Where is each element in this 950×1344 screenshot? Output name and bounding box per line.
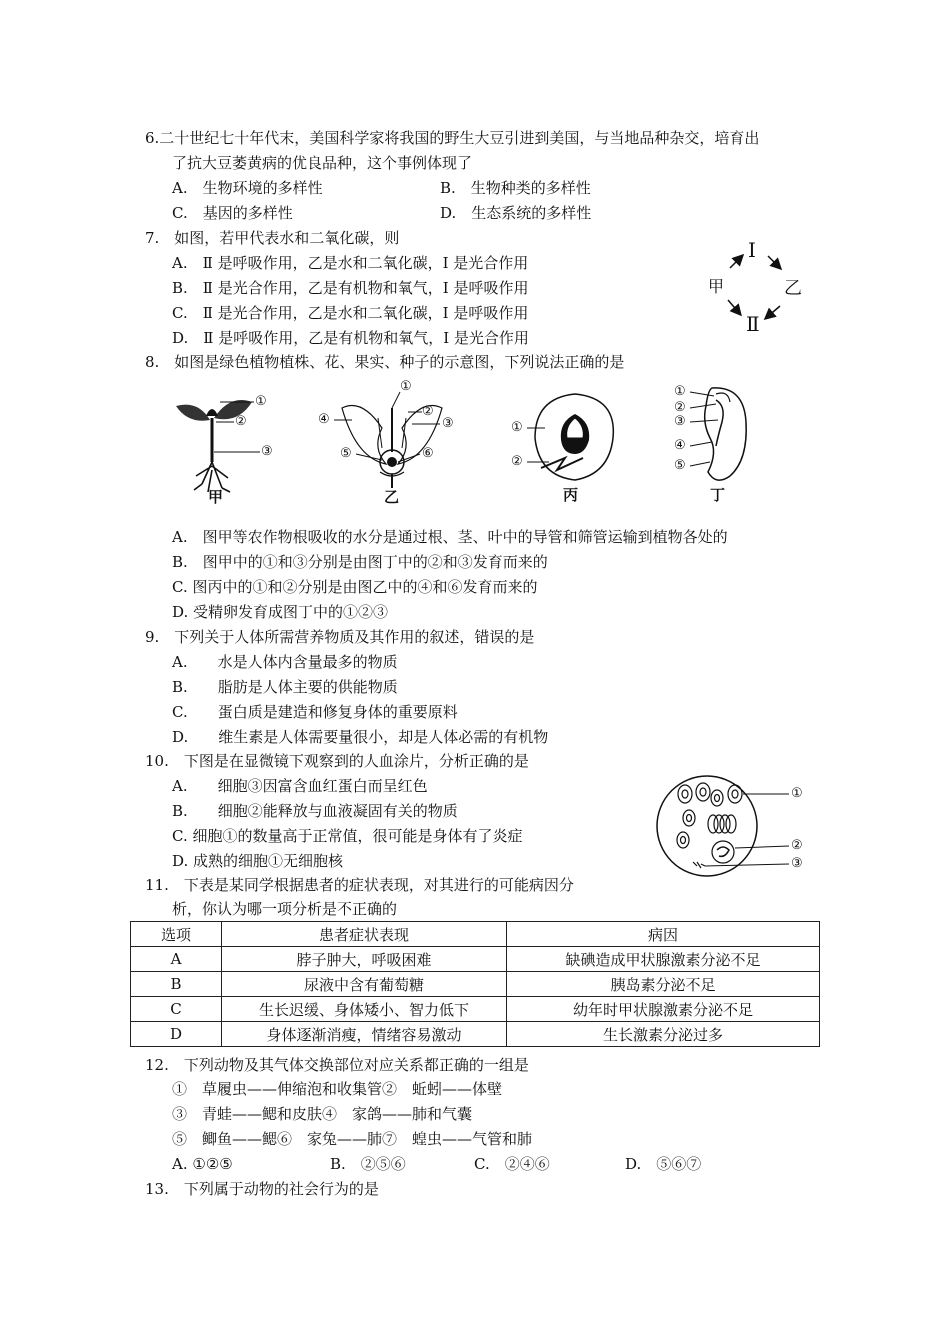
caption-jia: 甲 xyxy=(208,488,224,506)
q12-stem: 12. 下列动物及其气体交换部位对应关系都正确的一组是 xyxy=(145,1056,529,1074)
q10-stem: 10. 下图是在显微镜下观察到的人血涂片，分析正确的是 xyxy=(145,752,529,770)
ding-label-3: ③ xyxy=(674,414,686,429)
q8-option-b: B. 图甲中的①和③分别是由图丁中的②和③发育而来的 xyxy=(172,553,548,571)
caption-bing: 丙 xyxy=(563,486,579,504)
q6-stem-line1: 6.二十世纪七十年代末，美国科学家将我国的野生大豆引进到美国，与当地品种杂交，培育出 xyxy=(145,129,760,147)
petal-right xyxy=(398,406,442,465)
caption-yi: 乙 xyxy=(384,488,400,506)
arrow-yi-to-II xyxy=(766,306,780,318)
q12-option-c: C. ②④⑥ xyxy=(474,1155,550,1173)
jia-label-1: ① xyxy=(255,394,267,409)
yi-label-5: ⑤ xyxy=(340,446,352,461)
row-c-cause: 幼年时甲状腺激素分泌不足 xyxy=(507,997,820,1022)
plant-drawing xyxy=(168,380,288,505)
yi-label-6: ⑥ xyxy=(422,446,434,461)
caption-ding: 丁 xyxy=(710,486,726,504)
leaf-left xyxy=(176,405,210,421)
ding-label-1: ① xyxy=(674,384,686,399)
stamen-r xyxy=(402,418,406,448)
ptr-d1 xyxy=(690,392,714,396)
q11-table xyxy=(130,921,820,1047)
arrow-I-to-yi xyxy=(768,256,780,268)
row-a-cause: 缺碘造成甲状腺激素分泌不足 xyxy=(507,947,820,972)
row-b-option: B xyxy=(131,972,222,997)
row-d-symptom: 身体逐渐消瘦，情绪容易激动 xyxy=(222,1022,507,1047)
q8-figure-ding xyxy=(672,382,762,506)
q8-stem: 8. 如图是绿色植物植株、花、果实、种子的示意图，下列说法正确的是 xyxy=(145,353,625,371)
q6-option-d: D. 生态系统的多样性 xyxy=(440,204,592,222)
row-c-symptom: 生长迟缓、身体矮小、智力低下 xyxy=(222,997,507,1022)
header-symptom: 患者症状表现 xyxy=(222,922,507,947)
q7-option-b: B. Ⅱ 是光合作用，乙是有机物和氧气，Ⅰ 是呼吸作用 xyxy=(172,279,529,297)
q7-option-d: D. Ⅱ 是呼吸作用，乙是有机物和氧气，Ⅰ 是光合作用 xyxy=(172,329,529,347)
table-row xyxy=(131,997,820,1022)
row-a-symptom: 脖子肿大，呼吸困难 xyxy=(222,947,507,972)
yi-label-4: ④ xyxy=(318,412,330,427)
seed-coat xyxy=(705,388,747,480)
q6-stem-line2: 了抗大豆萎黄病的优良品种，这个事例体现了 xyxy=(172,154,473,172)
q6-option-c: C. 基因的多样性 xyxy=(172,204,293,222)
q11-stem-line2: 析，你认为哪一项分析是不正确的 xyxy=(172,900,398,918)
q8-option-a: A. 图甲等农作物根吸收的水分是通过根、茎、叶中的导管和筛管运输到植物各处的 xyxy=(172,528,728,546)
bing-label-2: ② xyxy=(511,454,523,469)
ptr-c2 xyxy=(735,846,789,848)
q7-option-c: C. Ⅱ 是光合作用，乙是水和二氧化碳，Ⅰ 是呼吸作用 xyxy=(172,304,529,322)
q12-item-line2: ③ 青蛙——鳃和皮肤④ 家鸽——肺和气囊 xyxy=(172,1105,473,1123)
q7-cycle-diagram xyxy=(700,238,810,338)
table-row xyxy=(131,947,820,972)
q6-option-a: A. 生物环境的多样性 xyxy=(172,179,323,197)
q10-option-a: A. 细胞③因富含血红蛋白而呈红色 xyxy=(172,777,428,795)
table-row xyxy=(131,1022,820,1047)
ptr-d3 xyxy=(690,420,718,422)
yi-label-1: ① xyxy=(400,379,412,394)
row-a-option: A xyxy=(131,947,222,972)
q8-option-d: D. 受精卵发育成图丁中的①②③ xyxy=(172,603,389,621)
q10-option-d: D. 成熟的细胞①无细胞核 xyxy=(172,852,344,870)
blood-label-1: ① xyxy=(791,786,803,801)
ptr-c3 xyxy=(705,864,789,866)
q9-option-d: D. 维生素是人体需要量很小，却是人体必需的有机物 xyxy=(172,728,549,746)
q10-option-b: B. 细胞②能释放与血液凝固有关的物质 xyxy=(172,802,458,820)
ptr-d4 xyxy=(690,442,712,446)
q10-option-c: C. 细胞①的数量高于正常值，很可能是身体有了炎症 xyxy=(172,827,523,845)
jia-label-2: ② xyxy=(235,414,247,429)
q8-figure-jia xyxy=(168,380,288,505)
table-header-row xyxy=(131,922,820,947)
ptr-d5 xyxy=(690,462,710,466)
q9-option-c: C. 蛋白质是建造和修复身体的重要原料 xyxy=(172,703,458,721)
q9-option-a: A. 水是人体内含量最多的物质 xyxy=(172,653,398,671)
arrow-jia-to-II xyxy=(728,300,740,314)
bud xyxy=(206,409,218,416)
arrow-jia-to-I xyxy=(730,256,742,268)
wbc-nucleus xyxy=(717,847,729,856)
q7-option-a: A. Ⅱ 是呼吸作用，乙是水和二氧化碳，Ⅰ 是光合作用 xyxy=(172,254,529,272)
ding-label-5: ⑤ xyxy=(674,458,686,473)
yi-label-2: ② xyxy=(422,404,434,419)
q13-stem: 13. 下列属于动物的社会行为的是 xyxy=(145,1180,379,1198)
ding-label-4: ④ xyxy=(674,438,686,453)
q12-item-line1: ① 草履虫——伸缩泡和收集管② 蚯蚓——体壁 xyxy=(172,1080,503,1098)
q9-stem: 9. 下列关于人体所需营养物质及其作用的叙述，错误的是 xyxy=(145,628,535,646)
q9-option-b: B. 脂肪是人体主要的供能物质 xyxy=(172,678,398,696)
ptr-1 xyxy=(392,392,400,408)
row-d-cause: 生长激素分泌过多 xyxy=(507,1022,820,1047)
q7-label-yi: 乙 xyxy=(784,278,802,299)
row-b-symptom: 尿液中含有葡萄糖 xyxy=(222,972,507,997)
q12-option-b: B. ②⑤⑥ xyxy=(330,1155,406,1173)
bing-label-1: ① xyxy=(511,420,523,435)
header-cause: 病因 xyxy=(507,922,820,947)
q8-figure-bing xyxy=(505,388,625,506)
q12-item-line3: ⑤ 鲫鱼——鳃⑥ 家兔——肺⑦ 蝗虫——气管和肺 xyxy=(172,1130,533,1148)
row-b-cause: 胰岛素分泌不足 xyxy=(507,972,820,997)
q11-stem-line1: 11. 下表是某同学根据患者的症状表现，对其进行的可能病因分 xyxy=(145,876,574,894)
q7-stem: 7. 如图，若甲代表水和二氧化碳，则 xyxy=(145,229,400,247)
header-option: 选项 xyxy=(131,922,222,947)
yi-label-3: ③ xyxy=(442,416,454,431)
q12-option-a: A. ①②⑤ xyxy=(172,1155,233,1173)
platelets xyxy=(693,862,705,868)
ding-label-2: ② xyxy=(674,400,686,415)
q7-label-I: Ⅰ xyxy=(748,238,756,262)
q10-blood-smear-figure xyxy=(655,770,815,882)
q12-option-d: D. ⑤⑥⑦ xyxy=(625,1155,702,1173)
q8-figure-yi xyxy=(312,378,472,506)
row-c-option: C xyxy=(131,997,222,1022)
row-d-option: D xyxy=(131,1022,222,1047)
ovule xyxy=(387,457,397,467)
q7-label-II: Ⅱ xyxy=(746,312,760,336)
white-blood-cell xyxy=(712,841,734,863)
embryo-axis xyxy=(716,400,723,446)
q7-label-jia: 甲 xyxy=(708,277,725,296)
blood-label-3: ③ xyxy=(791,856,803,871)
ptr-d2 xyxy=(690,404,716,408)
blood-label-2: ② xyxy=(791,838,803,853)
table-row xyxy=(131,972,820,997)
jia-label-3: ③ xyxy=(261,444,273,459)
stamen-l xyxy=(378,418,382,448)
q6-option-b: B. 生物种类的多样性 xyxy=(440,179,591,197)
q8-option-c: C. 图丙中的①和②分别是由图乙中的④和⑥发育而来的 xyxy=(172,578,538,596)
ptr-5 xyxy=(356,454,382,460)
